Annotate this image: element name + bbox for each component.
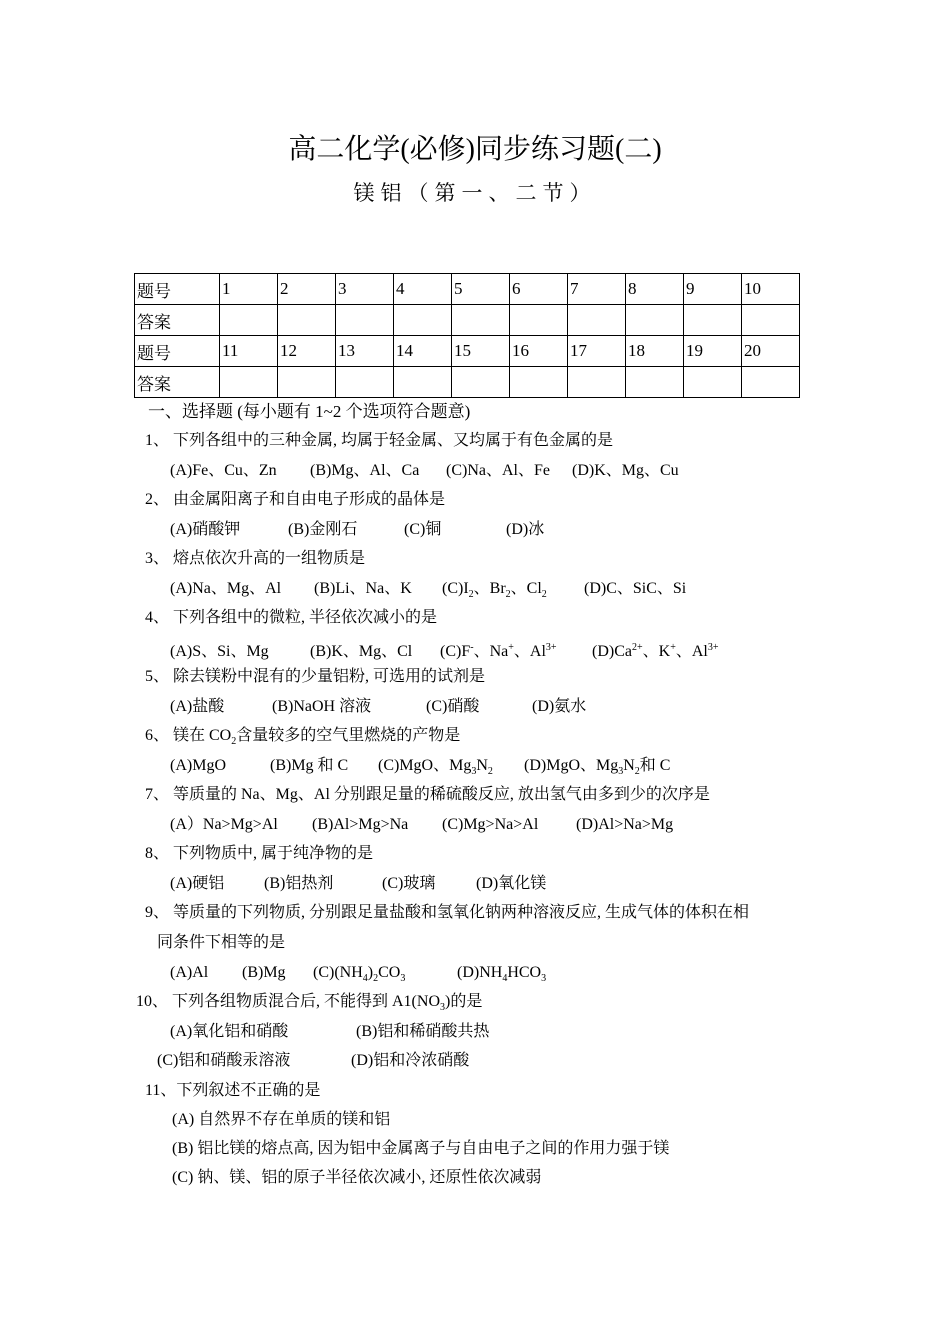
option-c — [313, 962, 457, 990]
option-b: (B)Al>Mg>Na — [312, 816, 409, 833]
option-a: (A)S、Si、Mg — [170, 643, 269, 661]
table-cell: 18 — [626, 336, 684, 367]
table-row — [135, 274, 800, 305]
option-a: (A)硬铝 — [170, 875, 225, 892]
text: (D)NH — [457, 964, 503, 981]
answer-cell[interactable] — [220, 305, 278, 336]
answer-cell[interactable] — [742, 305, 800, 336]
page-title: 高二化学(必修)同步练习题(二) — [288, 134, 662, 165]
option-d: (D)冰 — [506, 521, 545, 538]
question-10-options-cd — [157, 1050, 469, 1072]
table-cell: 11 — [220, 336, 278, 367]
table-cell: 1 — [220, 274, 278, 305]
option-b: (B)铝热剂 — [264, 875, 334, 892]
option-a: (A)Al — [170, 964, 209, 981]
table-cell: 题号 — [135, 336, 220, 367]
subscript: 2 — [634, 766, 640, 778]
answer-table — [134, 273, 800, 398]
option-a: (A)氧化铝和硝酸 — [170, 1023, 289, 1040]
question-4-options — [170, 637, 718, 663]
text: N — [623, 757, 635, 774]
section-heading: 一、选择题 (每小题有 1~2 个选项符合题意) — [148, 402, 471, 421]
option-b: (B)Mg、Al、Ca — [310, 462, 420, 479]
table-cell: 3 — [336, 274, 394, 305]
text: 、Na — [473, 643, 509, 661]
question-10-options-ab — [170, 1021, 489, 1043]
option-a: (A）Na>Mg>Al — [170, 816, 278, 833]
superscript: 3+ — [545, 642, 557, 653]
page-subtitle: 镁铝（第一、二节） — [353, 181, 597, 205]
table-cell: 答案 — [135, 305, 220, 336]
text: (C)I — [442, 580, 469, 597]
text: (D)MgO、Mg — [524, 757, 619, 774]
option-a: (A) 自然界不存在单质的镁和铝 — [172, 1111, 391, 1128]
question-6-options — [170, 755, 670, 783]
option-c — [378, 755, 524, 783]
subscript: 4 — [502, 973, 508, 985]
table-cell: 8 — [626, 274, 684, 305]
subscript: 3 — [400, 973, 406, 985]
option-d: (D)氨水 — [532, 698, 587, 715]
subscript: 2 — [541, 589, 547, 601]
table-cell: 题号 — [135, 274, 220, 305]
table-cell: 10 — [742, 274, 800, 305]
table-cell: 17 — [568, 336, 626, 367]
subscript: 3 — [541, 973, 547, 985]
question-3-stem: 3、 熔点依次升高的一组物质是 — [145, 550, 366, 567]
option-c: (C)Na、Al、Fe — [446, 462, 550, 479]
option-c: (C) 钠、镁、铝的原子半径依次减小, 还原性依次减弱 — [172, 1169, 542, 1186]
text: (C)(NH — [313, 964, 363, 981]
question-1-stem: 1、 下列各组中的三种金属, 均属于轻金属、又均属于有色金属的是 — [145, 432, 614, 449]
option-a: (A)MgO — [170, 757, 226, 774]
answer-cell[interactable] — [742, 367, 800, 398]
text: N — [476, 757, 488, 774]
subscript: 2 — [505, 589, 511, 601]
text: 、Br — [473, 580, 506, 597]
text: 10、 下列各组物质混合后, 不能得到 A1(NO — [136, 993, 440, 1010]
table-cell: 6 — [510, 274, 568, 305]
option-b: (B)铝和稀硝酸共热 — [356, 1023, 490, 1040]
question-1-options — [170, 460, 679, 482]
option-b: (B) 铝比镁的熔点高, 因为铝中金属离子与自由电子之间的作用力强于镁 — [172, 1140, 670, 1157]
option-d: (D)Al>Na>Mg — [576, 816, 674, 833]
answer-cell[interactable] — [568, 305, 626, 336]
answer-cell[interactable] — [336, 367, 394, 398]
option-b: (B)Mg 和 C — [270, 757, 349, 774]
answer-cell[interactable] — [452, 305, 510, 336]
option-c — [440, 637, 592, 663]
table-cell: 13 — [336, 336, 394, 367]
table-cell: 16 — [510, 336, 568, 367]
option-b: (B)Li、Na、K — [314, 580, 412, 597]
option-b: (B)K、Mg、Cl — [310, 643, 413, 661]
question-11-stem: 11、下列叙述不正确的是 — [145, 1082, 321, 1099]
question-5-stem: 5、 除去镁粉中混有的少量铝粉, 可选用的试剂是 — [145, 668, 486, 685]
table-cell: 15 — [452, 336, 510, 367]
subscript: 3 — [618, 766, 624, 778]
superscript: + — [670, 642, 676, 653]
option-c: (C)硝酸 — [426, 698, 480, 715]
option-b: (B)Mg — [242, 964, 286, 981]
subscript: 2 — [231, 736, 237, 748]
table-cell: 19 — [684, 336, 742, 367]
question-4-stem: 4、 下列各组中的微粒, 半径依次减小的是 — [145, 609, 438, 626]
option-d: (D)铝和冷浓硝酸 — [351, 1052, 470, 1069]
option-d — [592, 637, 718, 663]
question-9-stem: 9、 等质量的下列物质, 分别跟足量盐酸和氢氧化钠两种溶液反应, 生成气体的体积在相 — [145, 904, 750, 921]
table-cell: 2 — [278, 274, 336, 305]
text: ) — [367, 964, 374, 981]
text: )的是 — [445, 993, 483, 1010]
table-cell: 20 — [742, 336, 800, 367]
text: CO — [378, 964, 401, 981]
option-d: (D)C、SiC、Si — [584, 580, 687, 597]
question-7-stem: 7、 等质量的 Na、Mg、Al 分别跟足量的稀硫酸反应, 放出氢气由多到少的次序是 — [145, 786, 710, 803]
option-c: (C)玻璃 — [382, 875, 436, 892]
table-cell: 答案 — [135, 367, 220, 398]
answer-cell[interactable] — [684, 367, 742, 398]
question-10-stem — [136, 991, 482, 1019]
option-a: (A)盐酸 — [170, 698, 225, 715]
table-row — [135, 367, 800, 398]
table-row — [135, 305, 800, 336]
option-c — [442, 578, 584, 606]
option-b: (B)金刚石 — [288, 521, 358, 538]
text: 、Al — [513, 643, 546, 661]
question-7-options — [170, 814, 673, 836]
table-cell: 9 — [684, 274, 742, 305]
text: 含量较多的空气里燃烧的产物是 — [236, 727, 461, 744]
question-3-options — [170, 578, 686, 606]
table-cell: 7 — [568, 274, 626, 305]
text: (C)F — [440, 643, 471, 661]
answer-cell[interactable] — [220, 367, 278, 398]
question-2-stem: 2、 由金属阳离子和自由电子形成的晶体是 — [145, 491, 446, 508]
text: 6、 镁在 CO — [145, 727, 232, 744]
subscript: 2 — [373, 973, 379, 985]
subscript: 2 — [468, 589, 474, 601]
text: (D)Ca — [592, 643, 632, 661]
table-cell: 4 — [394, 274, 452, 305]
answer-cell[interactable] — [394, 367, 452, 398]
question-9-options — [170, 962, 546, 990]
table-row — [135, 336, 800, 367]
answer-cell[interactable] — [684, 305, 742, 336]
subscript: 2 — [487, 766, 493, 778]
option-d: (D)K、Mg、Cu — [572, 462, 679, 479]
superscript: - — [470, 642, 474, 653]
superscript: 3+ — [707, 642, 719, 653]
superscript: + — [508, 642, 514, 653]
answer-cell[interactable] — [278, 305, 336, 336]
question-8-options — [170, 873, 546, 895]
text: 、Al — [675, 643, 708, 661]
text: 、Cl — [510, 580, 542, 597]
subscript: 3 — [471, 766, 477, 778]
text: (C)MgO、Mg — [378, 757, 472, 774]
answer-cell[interactable] — [394, 305, 452, 336]
text: 和 C — [639, 757, 671, 774]
option-c: (C)铜 — [404, 521, 442, 538]
answer-cell[interactable] — [568, 367, 626, 398]
option-a: (A)Fe、Cu、Zn — [170, 462, 277, 479]
question-9-stem-cont: 同条件下相等的是 — [157, 934, 286, 951]
option-d: (D)氧化镁 — [476, 875, 547, 892]
option-a: (A)Na、Mg、Al — [170, 580, 282, 597]
answer-cell[interactable] — [626, 305, 684, 336]
question-8-stem: 8、 下列物质中, 属于纯净物的是 — [145, 845, 374, 862]
question-5-options — [170, 696, 586, 718]
option-d — [457, 962, 546, 990]
question-6-stem — [145, 725, 460, 753]
option-a: (A)硝酸钾 — [170, 521, 241, 538]
subscript: 4 — [362, 973, 368, 985]
option-b: (B)NaOH 溶液 — [272, 698, 372, 715]
answer-cell[interactable] — [510, 305, 568, 336]
answer-cell[interactable] — [336, 305, 394, 336]
question-2-options — [170, 519, 544, 541]
answer-cell[interactable] — [452, 367, 510, 398]
option-d — [524, 755, 670, 783]
table-cell: 12 — [278, 336, 336, 367]
option-c: (C)铝和硝酸汞溶液 — [157, 1052, 291, 1069]
superscript: 2+ — [631, 642, 643, 653]
text: 、K — [642, 643, 671, 661]
text: HCO — [507, 964, 542, 981]
subscript: 3 — [440, 1002, 445, 1014]
answer-cell[interactable] — [278, 367, 336, 398]
answer-cell[interactable] — [626, 367, 684, 398]
option-c: (C)Mg>Na>Al — [442, 816, 539, 833]
table-cell: 5 — [452, 274, 510, 305]
answer-cell[interactable] — [510, 367, 568, 398]
table-cell: 14 — [394, 336, 452, 367]
